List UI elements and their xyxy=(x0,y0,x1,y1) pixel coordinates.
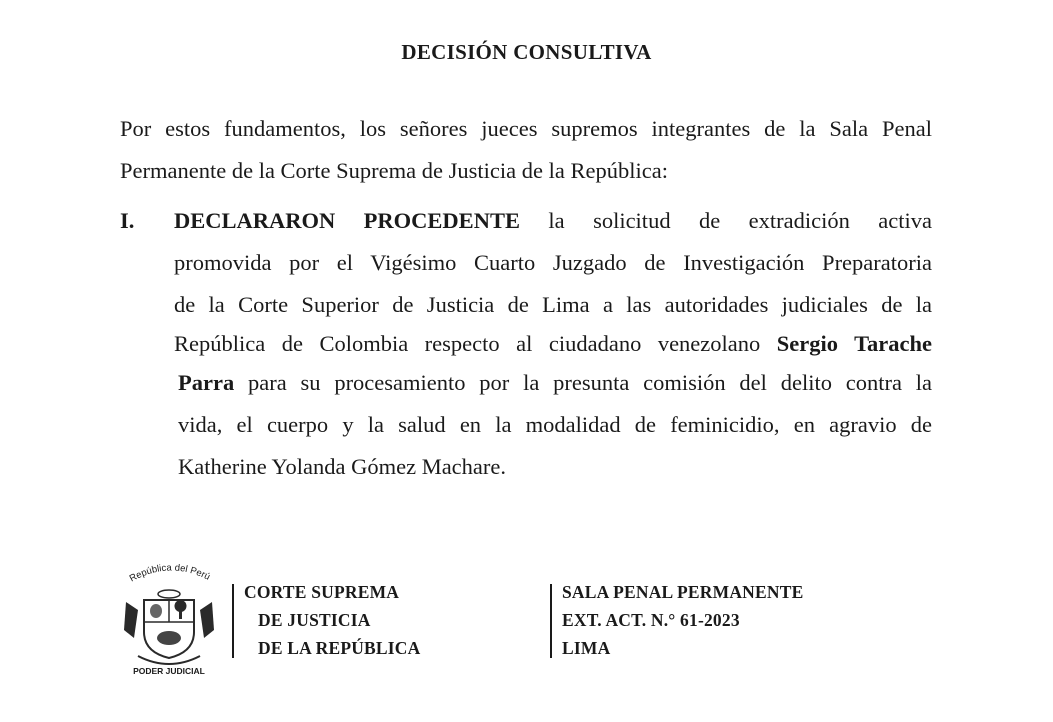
document-footer xyxy=(110,560,910,680)
court-name-block xyxy=(244,578,420,662)
item-line-5-rest: para su procesamiento por la presunta comisión del delito contra la xyxy=(234,370,932,395)
item-line-3: de la Corte Superior de Justicia de Lima a las autoridades judiciales de la xyxy=(174,292,932,317)
emblem-top-text: República del Perú xyxy=(127,562,212,585)
item-line-6: vida, el cuerpo y la salud en la modalidad de feminicidio, en agravio de xyxy=(178,412,932,437)
court-line-3: DE LA REPÚBLICA xyxy=(258,638,421,658)
poder-judicial-emblem xyxy=(116,560,222,678)
intro-line-2: Permanente de la Corte Suprema de Justicia de la República: xyxy=(120,158,668,183)
intro-line-1: Por estos fundamentos, los señores jueces supremos integrantes de la Sala Penal xyxy=(120,116,932,141)
chamber-name: SALA PENAL PERMANENTE xyxy=(562,582,804,602)
case-info-block xyxy=(562,578,803,662)
item-line-4 xyxy=(174,326,932,362)
court-line-1: CORTE SUPREMA xyxy=(244,582,400,602)
item-line-2: promovida por el Vigésimo Cuarto Juzgado de Investigación Preparatoria xyxy=(174,250,932,275)
intro-paragraph xyxy=(120,108,932,192)
item-line-7: Katherine Yolanda Gómez Machare. xyxy=(178,454,507,479)
footer-divider-left xyxy=(232,584,234,658)
item-body xyxy=(174,200,932,488)
coat-of-arms-icon xyxy=(124,590,214,664)
document-heading: DECISIÓN CONSULTIVA xyxy=(401,40,652,64)
defendant-name-part2: Parra xyxy=(178,370,235,395)
case-number: EXT. ACT. N.° 61-2023 xyxy=(562,610,740,630)
item-line-4-start: República de Colombia respecto al ciudadano venezolano xyxy=(174,331,777,356)
item-line-1 xyxy=(174,200,932,242)
item-line-1-rest: la solicitud de extradición activa xyxy=(519,208,933,233)
footer-divider-right xyxy=(550,584,552,658)
court-line-2: DE JUSTICIA xyxy=(258,610,371,630)
item-line-5 xyxy=(174,362,932,404)
item-number: I. xyxy=(120,208,135,233)
resolution-lead: DECLARARON PROCEDENTE xyxy=(174,208,520,233)
case-location: LIMA xyxy=(562,638,611,658)
defendant-name-part1: Sergio Tarache xyxy=(776,331,933,356)
emblem-bottom-text: PODER JUDICIAL xyxy=(133,666,205,676)
